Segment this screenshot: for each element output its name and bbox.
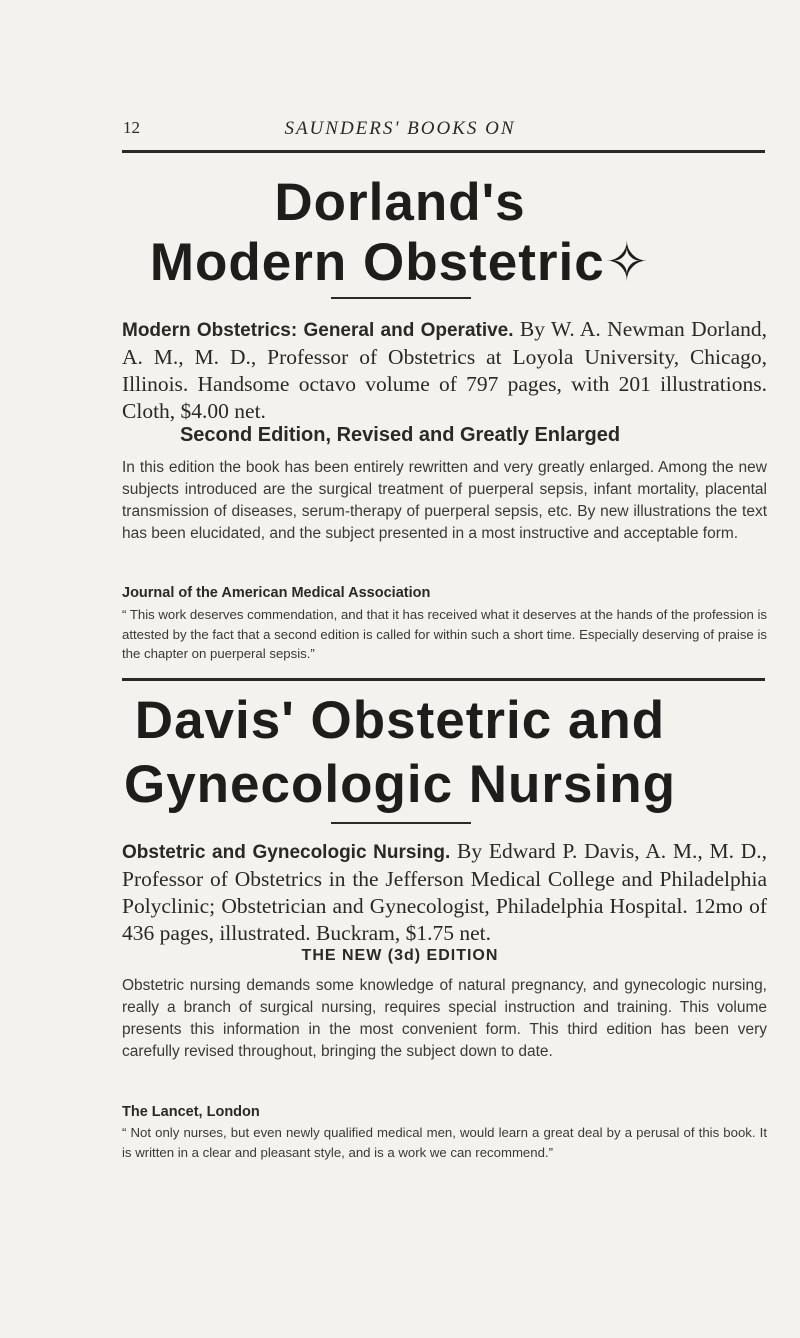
- book2-description: Obstetric nursing demands some knowledge of natural pregnancy, and gynecologic nursing, really a branch of surgical nursing, requires special instruction and training. This volume presents this information in the most convenient form. This third edition has been very carefully revised throughout, bringing the subject down to date.: [122, 977, 767, 1060]
- book1-review-source: Journal of the American Medical Association: [122, 585, 431, 601]
- book2-title-line1: Davis' Obstetric and: [134, 691, 666, 750]
- book2-lead-title: Obstetric and Gynecologic Nursing.: [122, 842, 451, 863]
- book2-lead-text: By Edward P. Davis, A. M., M. D., Professor of Obstetrics in the Jefferson Medical College and Philadelphia Polyclinic; Obstetrician and Gynecologist, Philadelphia Hospital. 12mo of 436 pages, illustrated. Buckram, $1.75 net.: [122, 839, 767, 945]
- book1-description: In this edition the book has been entirely rewritten and very greatly enlarged. Among the new subjects introduced are the surgical treatment of puerperal sepsis, infant mortality, placental transmission of diseases, serum-therapy of puerperal sepsis, etc. By new illustrations the text has been elucidated, and the subject presented in a most instructive and acceptable form.: [122, 459, 767, 542]
- book1-title-line2: Modern Obstetric✧: [149, 233, 651, 292]
- book2-lead-paragraph: [122, 838, 767, 947]
- running-head: [0, 118, 800, 148]
- book2-review-source: The Lancet, London: [122, 1104, 260, 1120]
- book1-title-line1: Dorland's: [274, 173, 526, 232]
- section-divider: [122, 678, 765, 681]
- running-title: SAUNDERS' BOOKS ON: [284, 118, 516, 139]
- book1-lead-text: By W. A. Newman Dorland, A. M., M. D., Professor of Obstetrics at Loyola University, Chicago, Illinois. Handsome octavo volume of 797 pages, with 201 illustrations. Cloth, $4.00 net.: [122, 317, 767, 423]
- book2-title-underline: [331, 822, 471, 824]
- book2-edition-heading: THE NEW (3d) EDITION: [301, 947, 499, 964]
- book1-lead-paragraph: [122, 316, 767, 425]
- book2-review-quote: “ Not only nurses, but even newly qualified medical men, would learn a great deal by a perusal of this book. It is written in a clear and pleasant style, and is a work we can recommend.”: [122, 1125, 767, 1160]
- book1-title-underline: [331, 297, 471, 299]
- book2-title-line2: Gynecologic Nursing: [123, 755, 677, 814]
- book1-lead-title: Modern Obstetrics: General and Operative.: [122, 320, 514, 341]
- page-number: 12: [123, 118, 140, 137]
- book1-review-quote: “ This work deserves commendation, and that it has received what it deserves at the hands of the profession is attested by the fact that a second edition is called for within such a short time. Especially deserving of praise is the chapter on puerperal sepsis.”: [122, 607, 767, 661]
- top-rule: [122, 150, 765, 153]
- book1-edition-heading: Second Edition, Revised and Greatly Enlarged: [179, 424, 621, 446]
